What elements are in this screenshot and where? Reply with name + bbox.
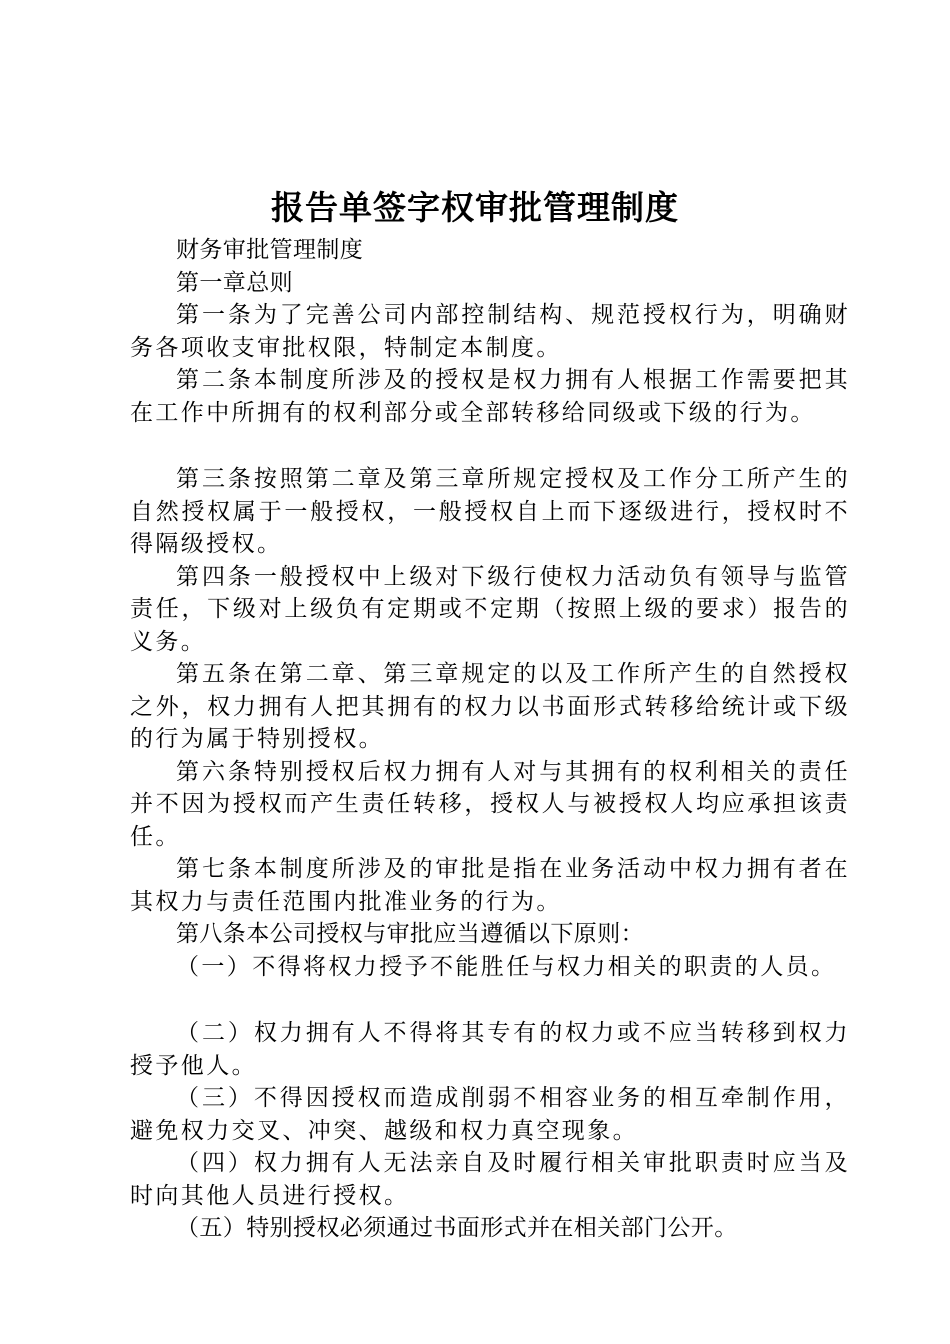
list-item-principle-1: （一）不得将权力授予不能胜任与权力相关的职责的人员。 bbox=[176, 953, 837, 980]
paragraph-chapter-heading: 第一章总则 bbox=[176, 269, 293, 296]
paragraph-article-3: 第三条按照第二章及第三章所规定授权及工作分工所产生的自然授权属于一般授权，一般授权自上而下逐级进行，授权时不得隔级授权。 bbox=[130, 466, 850, 557]
list-item-principle-3: （三）不得因授权而造成削弱不相容业务的相互牵制作用，避免权力交叉、冲突、越级和权力真空现象。 bbox=[130, 1085, 850, 1144]
paragraph-subtitle: 财务审批管理制度 bbox=[176, 237, 364, 263]
paragraph-article-1: 第一条为了完善公司内部控制结构、规范授权行为，明确财务各项收支审批权限，特制定本制度。 bbox=[130, 302, 850, 361]
list-item-principle-2: （二）权力拥有人不得将其专有的权力或不应当转移到权力授予他人。 bbox=[130, 1020, 850, 1079]
paragraph-article-7: 第七条本制度所涉及的审批是指在业务活动中权力拥有者在其权力与责任范围内批准业务的行为。 bbox=[130, 856, 850, 915]
paragraph-article-8: 第八条本公司授权与审批应当遵循以下原则： bbox=[176, 921, 644, 947]
document-title: 报告单签字权审批管理制度 bbox=[271, 188, 679, 227]
list-item-principle-4: （四）权力拥有人无法亲自及时履行相关审批职责时应当及时向其他人员进行授权。 bbox=[130, 1150, 850, 1209]
list-item-principle-5: （五）特别授权必须通过书面形式并在相关部门公开。 bbox=[176, 1215, 738, 1241]
paragraph-article-5: 第五条在第二章、第三章规定的以及工作所产生的自然授权之外，权力拥有人把其拥有的权力以书面形式转移给统计或下级的行为属于特别授权。 bbox=[130, 661, 850, 752]
document-body bbox=[130, 234, 850, 1245]
paragraph-article-2: 第二条本制度所涉及的授权是权力拥有人根据工作需要把其在工作中所拥有的权利部分或全部转移给同级或下级的行为。 bbox=[130, 367, 850, 426]
paragraph-article-6: 第六条特别授权后权力拥有人对与其拥有的权利相关的责任并不因为授权而产生责任转移，授权人与被授权人均应承担该责任。 bbox=[130, 758, 850, 850]
paragraph-article-4: 第四条一般授权中上级对下级行使权力活动负有领导与监管责任，下级对上级负有定期或不定期（按照上级的要求）报告的义务。 bbox=[130, 563, 850, 655]
